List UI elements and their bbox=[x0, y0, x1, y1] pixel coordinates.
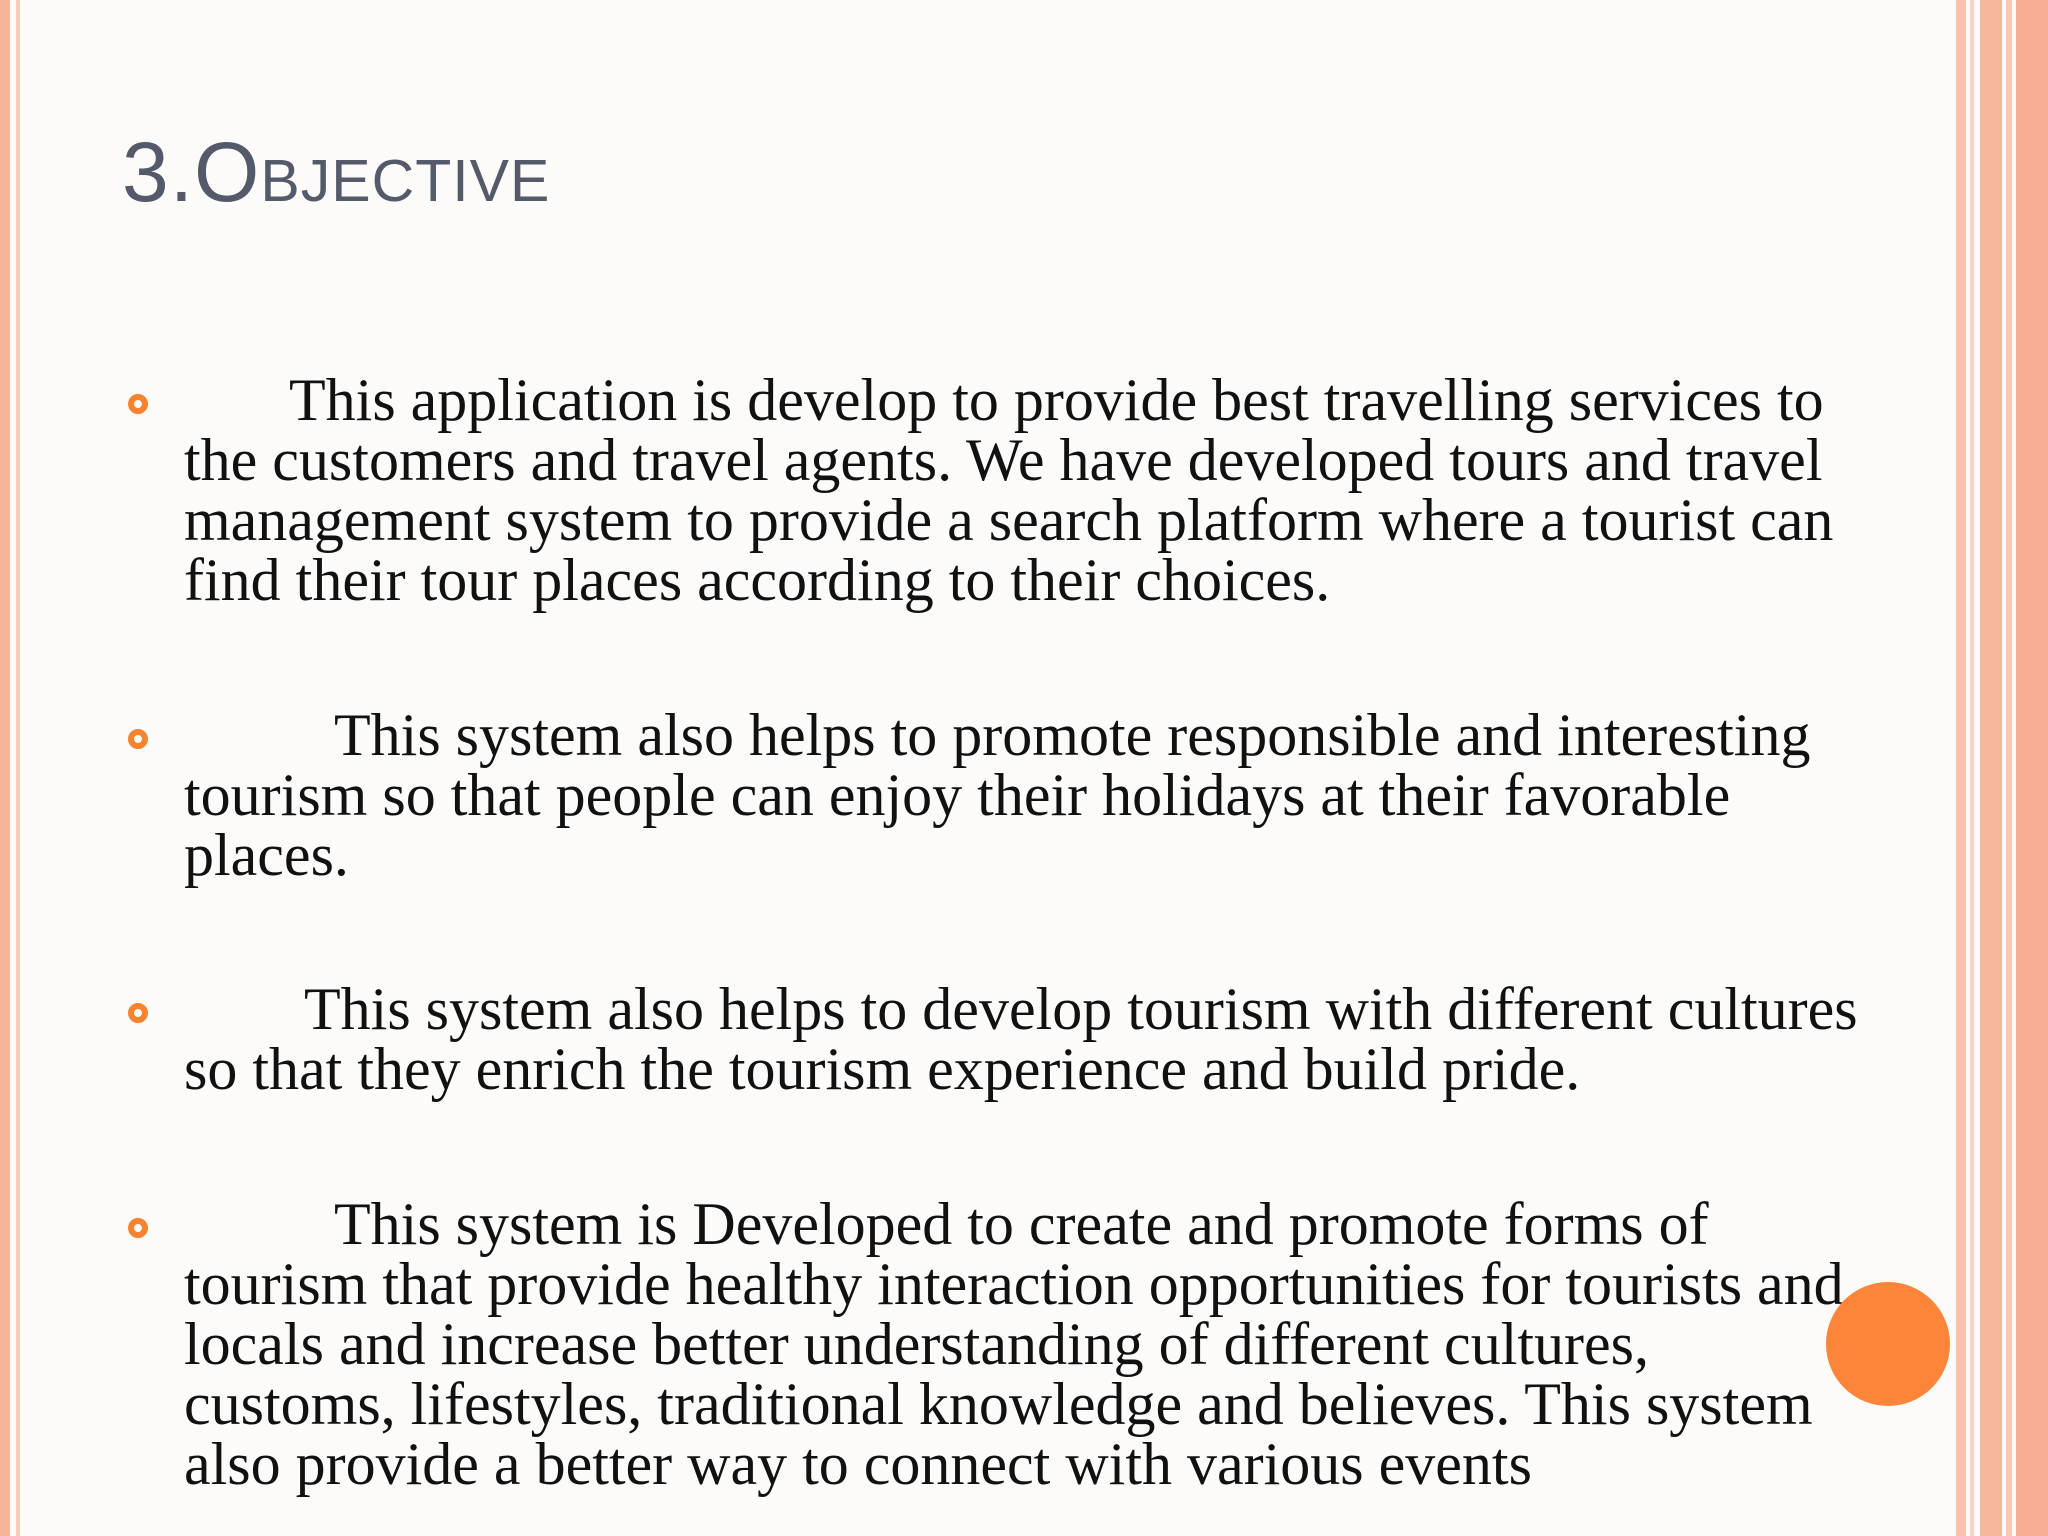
bullet-text: This application is develop to provide best travelling services to the customers and travel agents. We have developed tours and travel management system to provide a search platform where a tourist can find their tour places according to their choices. bbox=[184, 367, 1834, 613]
bullet-text: This system also helps to develop tourism with different cultures so that they enrich the tourism experience and build pride. bbox=[184, 976, 1858, 1102]
bullet-circle-icon bbox=[128, 394, 148, 414]
left-border bbox=[0, 0, 10, 1536]
bullet-circle-icon bbox=[128, 729, 148, 749]
decorative-orange-circle bbox=[1826, 1282, 1950, 1406]
slide-title: 3.Objective bbox=[122, 125, 551, 219]
bullet-circle-icon bbox=[128, 1003, 148, 1023]
bullet-text: This system also helps to promote responsible and interesting tourism so that people can enjoy their holidays at their favorable places. bbox=[184, 702, 1811, 888]
bullet-circle-icon bbox=[128, 1218, 148, 1238]
left-border-inner bbox=[16, 0, 20, 1536]
bullet-text: This system is Developed to create and promote forms of tourism that provide healthy interaction opportunities for tourists and locals and increase better understanding of different cultures, customs, lifestyles, traditional knowledge and believes. This system also provide a better way to connect with various events bbox=[184, 1191, 1844, 1497]
